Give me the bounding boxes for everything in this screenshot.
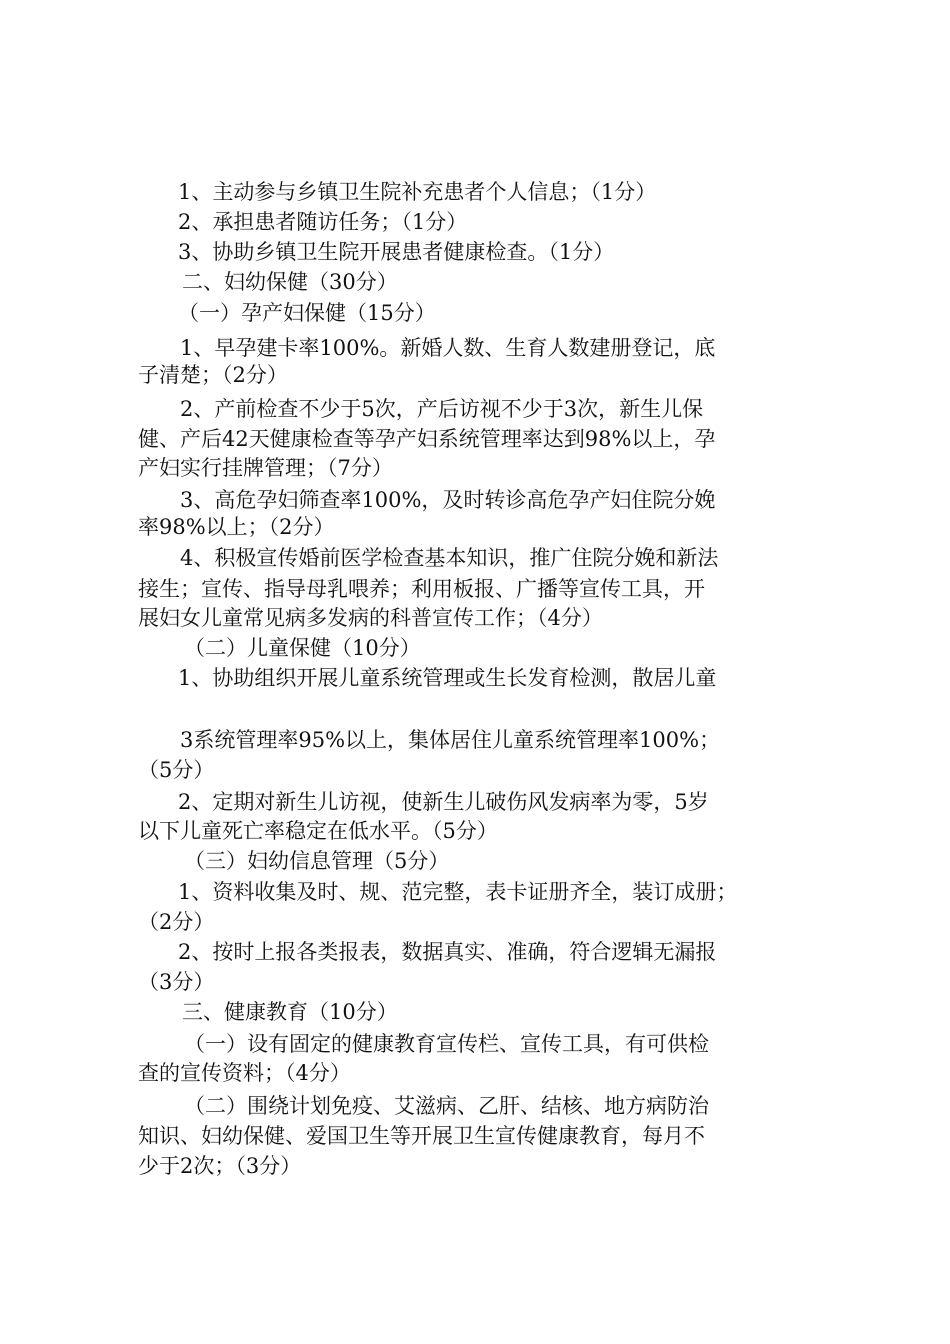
text-line: 率98%以上；（2分） (138, 515, 335, 539)
text-line: 2、承担患者随访任务；（1分） (178, 210, 468, 234)
text-line: （2分） (138, 910, 215, 934)
text-line: 1、早孕建卡率100%。新婚人数、生育人数建册登记，底 (180, 336, 716, 360)
text-line: 子清楚；（2分） (138, 363, 288, 387)
text-line: （3分） (138, 970, 215, 994)
section-heading: 二、妇幼保健（30分） (182, 270, 398, 294)
subsection-heading: （三）妇幼信息管理（5分） (184, 849, 450, 873)
text-line: （二）围绕计划免疫、艾滋病、乙肝、结核、地方病防治 (184, 1094, 709, 1118)
subsection-heading: （一）孕产妇保健（15分） (178, 301, 436, 325)
text-line: 知识、妇幼保健、爱国卫生等开展卫生宣传健康教育，每月不 (138, 1124, 705, 1148)
text-line: （一）设有固定的健康教育宣传栏、宣传工具，有可供检 (184, 1032, 709, 1056)
text-line: 1、主动参与乡镇卫生院补充患者个人信息；（1分） (178, 180, 657, 204)
text-line: 2、按时上报各类报表，数据真实、准确，符合逻辑无漏报 (178, 940, 717, 964)
text-line: 展妇女儿童常见病多发病的科普宣传工作；（4分） (138, 606, 603, 630)
text-line: 3系统管理率95%以上，集体居住儿童系统管理率100%； (180, 728, 721, 752)
text-line: 查的宣传资料；（4分） (138, 1061, 351, 1085)
text-line: 以下儿童死亡率稳定在低水平。（5分） (138, 819, 498, 843)
text-line: 1、协助组织开展儿童系统管理或生长发育检测，散居儿童 (178, 666, 717, 690)
text-line: 1、资料收集及时、规、范完整，表卡证册齐全，装订成册； (178, 880, 738, 904)
text-line: 产妇实行挂牌管理；（7分） (138, 456, 393, 480)
text-line: （5分） (138, 758, 215, 782)
text-line: 3、高危孕妇筛查率100%，及时转诊高危孕产妇住院分娩 (180, 488, 716, 512)
subsection-heading: （二）儿童保健（10分） (184, 636, 421, 660)
text-line: 2、定期对新生儿访视，使新生儿破伤风发病率为零，5岁 (178, 790, 709, 814)
text-line: 2、产前检查不少于5次，产后访视不少于3次，新生儿保 (180, 397, 704, 421)
text-line: 4、积极宣传婚前医学检查基本知识，推广住院分娩和新法 (180, 546, 719, 570)
text-line: 3、协助乡镇卫生院开展患者健康检查。（1分） (178, 240, 615, 264)
text-line: 少于2次；（3分） (138, 1154, 302, 1178)
text-line: 健、产后42天健康检查等孕产妇系统管理率达到98%以上，孕 (138, 427, 716, 451)
text-line: 接生；宣传、指导母乳喂养；利用板报、广播等宣传工具，开 (138, 577, 705, 601)
section-heading: 三、健康教育（10分） (182, 1000, 398, 1024)
